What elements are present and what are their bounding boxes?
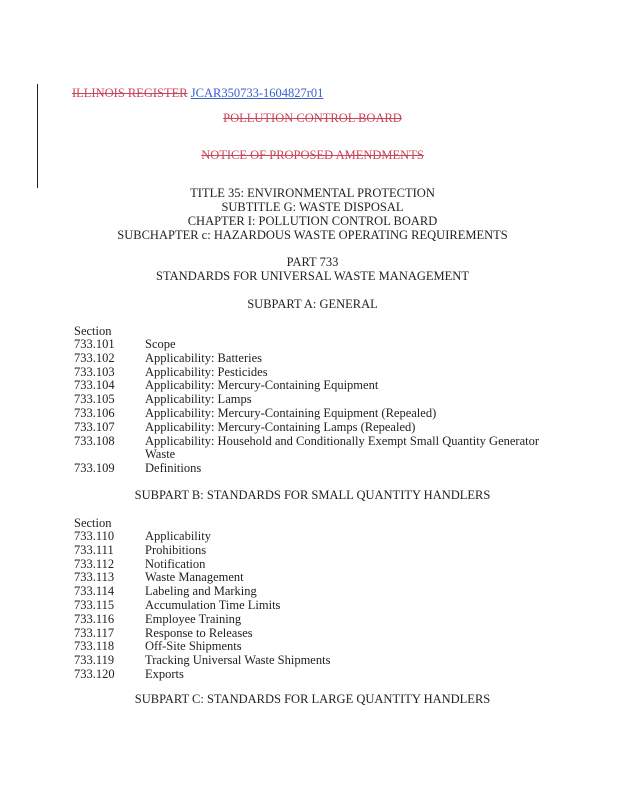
toc-entry[interactable] (74, 640, 544, 654)
title-line: TITLE 35: ENVIRONMENTAL PROTECTION (190, 186, 435, 200)
toc-entry[interactable] (74, 530, 544, 544)
section-number: 733.115 (74, 597, 115, 612)
toc-entry[interactable] (74, 668, 544, 682)
register-struck-text: ILLINOIS REGISTER (72, 86, 188, 100)
section-title: Applicability: Lamps (145, 392, 252, 407)
subpart-b-heading: SUBPART B: STANDARDS FOR SMALL QUANTITY HANDLERS (134, 488, 491, 502)
toc-entry[interactable] (74, 599, 544, 613)
section-title: Scope (145, 337, 176, 351)
section-title: Waste Management (145, 570, 244, 585)
subchapter-line: SUBCHAPTER c: HAZARDOUS WASTE OPERATING REQUIREMENTS (117, 228, 508, 242)
section-number: 733.117 (74, 625, 115, 640)
section-title: Applicability: Mercury-Containing Lamps (Repealed) (145, 419, 416, 434)
section-title: Employee Training (145, 611, 242, 626)
subtitle-line: SUBTITLE G: WASTE DISPOSAL (221, 200, 404, 214)
section-number: 733.119 (74, 653, 115, 668)
section-number: 733.103 (74, 364, 115, 379)
toc-entry[interactable] (74, 379, 544, 393)
subpart-b-toc (74, 530, 544, 682)
toc-entry[interactable] (74, 421, 544, 435)
toc-entry[interactable] (74, 366, 544, 380)
section-title: Accumulation Time Limits (145, 597, 281, 612)
part-name: STANDARDS FOR UNIVERSAL WASTE MANAGEMENT (156, 269, 469, 283)
section-label: Section (74, 324, 112, 338)
subpart-a-toc (74, 338, 544, 476)
section-title: Applicability: Pesticides (145, 364, 268, 379)
toc-entry[interactable] (74, 654, 544, 668)
section-number: 733.108 (74, 433, 115, 448)
section-number: 733.102 (74, 350, 115, 365)
section-number: 733.106 (74, 405, 115, 420)
revision-change-bar (37, 84, 38, 188)
board-header (0, 111, 625, 126)
toc-entry[interactable] (74, 407, 544, 421)
chapter-line: CHAPTER I: POLLUTION CONTROL BOARD (187, 214, 438, 228)
toc-entry[interactable] (74, 571, 544, 585)
section-title: Notification (145, 556, 206, 571)
register-header (72, 86, 323, 101)
section-number: 733.120 (74, 666, 115, 681)
section-title: Exports (145, 666, 184, 681)
section-number: 733.113 (74, 570, 115, 585)
notice-struck-text: NOTICE OF PROPOSED AMENDMENTS (201, 148, 424, 162)
board-struck-text: POLLUTION CONTROL BOARD (223, 111, 402, 125)
part-block (0, 255, 625, 283)
section-title: Off-Site Shipments (145, 639, 242, 654)
section-title: Prohibitions (145, 542, 207, 557)
section-title: Tracking Universal Waste Shipments (145, 653, 331, 668)
section-number: 733.118 (74, 639, 115, 654)
section-title: Labeling and Marking (145, 584, 257, 599)
toc-entry[interactable] (74, 585, 544, 599)
section-title: Applicability (145, 529, 211, 543)
toc-entry[interactable] (74, 558, 544, 572)
toc-entry[interactable] (74, 393, 544, 407)
notice-header (0, 148, 625, 163)
toc-entry[interactable] (74, 627, 544, 641)
section-number: 733.111 (74, 542, 114, 557)
subpart-a-heading: SUBPART A: GENERAL (247, 297, 378, 311)
section-title: Applicability: Mercury-Containing Equipment (Repealed) (145, 405, 437, 420)
section-number: 733.114 (74, 584, 115, 599)
section-number: 733.112 (74, 556, 115, 571)
section-label: Section (74, 516, 112, 530)
section-number: 733.110 (74, 529, 115, 543)
jcar-code-inserted: JCAR350733-1604827r01 (190, 86, 324, 100)
toc-entry[interactable] (74, 544, 544, 558)
section-title: Applicability: Household and Conditionally Exempt Small Quantity Generator Waste (145, 433, 540, 462)
toc-entry[interactable] (74, 613, 544, 627)
section-number: 733.116 (74, 611, 115, 626)
section-number: 733.101 (74, 337, 115, 351)
toc-entry[interactable] (74, 338, 544, 352)
section-title: Applicability: Batteries (145, 350, 262, 365)
toc-entry[interactable] (74, 435, 544, 463)
section-number: 733.107 (74, 419, 115, 434)
section-title: Response to Releases (145, 625, 253, 640)
section-number: 733.105 (74, 392, 115, 407)
toc-entry[interactable] (74, 352, 544, 366)
title-block (0, 186, 625, 242)
part-number: PART 733 (286, 255, 339, 269)
subpart-c-heading: SUBPART C: STANDARDS FOR LARGE QUANTITY HANDLERS (134, 692, 491, 706)
section-title: Applicability: Mercury-Containing Equipment (145, 378, 379, 393)
section-title: Definitions (145, 461, 202, 476)
section-number: 733.104 (74, 378, 115, 393)
toc-entry[interactable] (74, 462, 544, 476)
section-number: 733.109 (74, 461, 115, 476)
